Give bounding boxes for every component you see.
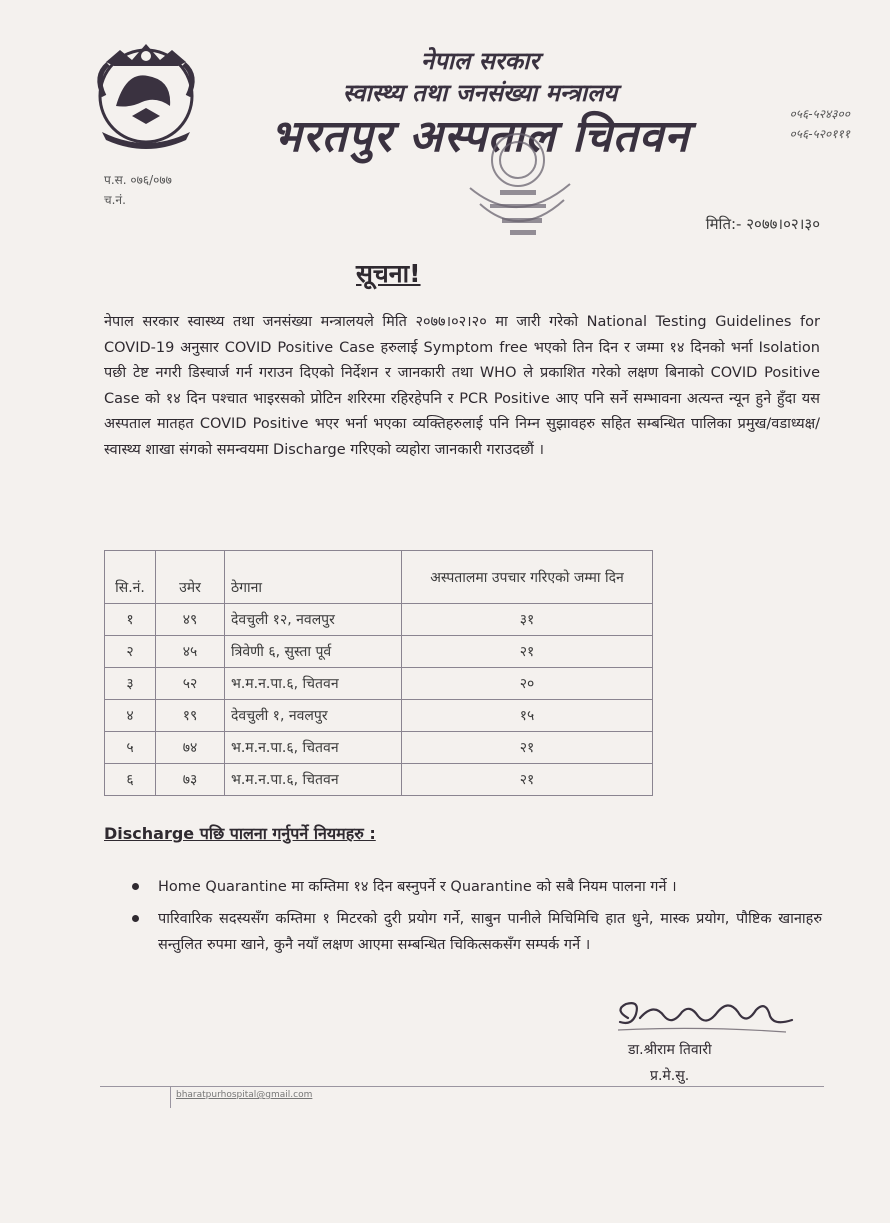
column-header-age: उमेर <box>156 551 225 604</box>
table-row <box>105 636 653 668</box>
cell-address: भ.म.न.पा.६, चितवन <box>225 668 402 700</box>
column-header-serial: सि.नं. <box>105 551 156 604</box>
rules-list <box>132 874 822 964</box>
bullet-icon <box>132 915 139 922</box>
cell-age: ५२ <box>156 668 225 700</box>
cell-age: ४५ <box>156 636 225 668</box>
table-row <box>105 764 653 796</box>
phone-number: ०५६-५२४३०० <box>789 107 850 121</box>
rule-text: Home Quarantine मा कम्तिमा १४ दिन बस्नुपर्ने र Quarantine को सबै नियम पालना गर्ने । <box>158 879 677 895</box>
cell-address: देवचुली १, नवलपुर <box>225 700 402 732</box>
cell-serial: ५ <box>105 732 156 764</box>
rules-heading: Discharge पछि पालना गर्नुपर्ने नियमहरु : <box>104 824 376 843</box>
phone-numbers <box>790 104 851 144</box>
government-name: नेपाल सरकार <box>420 47 540 75</box>
rule-text: पारिवारिक सदस्यसँग कम्तिमा १ मिटरको दुरी प्रयोग गर्ने, साबुन पानीले मिचिमिचि हात धुने, मास्क प्रयोग, पौष्टिक खानाहरु सन्तुलित रुपमा खाने, कुनै नयाँ लक्षण आएमा सम्बन्धित चिकित्सकसँग सम्पर्क गर्ने । <box>158 911 822 953</box>
cell-serial: ६ <box>105 764 156 796</box>
notice-date: मिति:- २०७७।०२।३० <box>705 215 820 233</box>
cell-days: १५ <box>402 700 653 732</box>
cell-days: २१ <box>402 636 653 668</box>
cell-serial: ३ <box>105 668 156 700</box>
table-row <box>105 700 653 732</box>
table-row <box>105 668 653 700</box>
cell-address: देवचुली १२, नवलपुर <box>225 604 402 636</box>
signatory-title: प्र.मे.सु. <box>650 1068 690 1084</box>
office-stamp-icon <box>440 118 600 248</box>
discharge-table <box>104 550 653 796</box>
dispatch-number: च.नं. <box>104 193 126 207</box>
cell-age: १९ <box>156 700 225 732</box>
reference-block <box>104 170 172 210</box>
phone-number: ०५६-५२०१११ <box>789 127 850 141</box>
cell-age: ७४ <box>156 732 225 764</box>
reference-number: प.स. ०७६/०७७ <box>104 173 172 187</box>
cell-age: ७३ <box>156 764 225 796</box>
cell-serial: ४ <box>105 700 156 732</box>
notice-title: सूचना! <box>356 259 421 288</box>
notice-body: नेपाल सरकार स्वास्थ्य तथा जनसंख्या मन्त्रालयले मिति २०७७।०२।२० मा जारी गरेको National Testing Guidelines for COVID-19 अनुसार COVID Positive Case हरुलाई Symptom free भएको तिन दिन र जम्मा १४ दिनको भर्ना Isolation पछी टेष्ट नगरी डिस्चार्ज गर्न गराउन दिएको निर्देशन र जानकारी तथा WHO ले प्रकाशित गरेको लक्षण बिनाको COVID Positive Case को १४ दिन पश्चात भाइरसको प्रोटिन शरिरमा रहिरहेपनि र PCR Positive आए पनि सर्ने सम्भावना अत्यन्त न्यून हुने हुँदा यस अस्पताल मातहत COVID Positive भएर भर्ना भएका व्यक्तिहरुलाई पनि निम्न सुझावहरु सहित सम्बन्धित पालिका प्रमुख/वडाध्यक्ष/स्वास्थ्य शाखा संगको समन्वयमा Discharge गरिएको व्यहोरा जानकारी गराउदछौं । <box>104 314 820 458</box>
cell-address: भ.म.न.पा.६, चितवन <box>225 764 402 796</box>
cell-serial: १ <box>105 604 156 636</box>
table-header-row <box>105 551 653 604</box>
cell-days: २१ <box>402 764 653 796</box>
signature-icon <box>610 996 800 1042</box>
cell-address: त्रिवेणी ६, सुस्ता पूर्व <box>225 636 402 668</box>
cell-address: भ.म.न.पा.६, चितवन <box>225 732 402 764</box>
footer-email: bharatpurhospital@gmail.com <box>176 1090 313 1100</box>
hospital-name: भरतपुर अस्पताल चितवन <box>270 111 690 162</box>
footer-divider <box>100 1086 824 1087</box>
cell-serial: २ <box>105 636 156 668</box>
bullet-icon <box>132 883 139 890</box>
footer-divider-tick <box>170 1086 171 1108</box>
cell-days: २१ <box>402 732 653 764</box>
cell-age: ४९ <box>156 604 225 636</box>
signatory-name: डा.श्रीराम तिवारी <box>628 1042 712 1058</box>
cell-days: २० <box>402 668 653 700</box>
cell-days: ३१ <box>402 604 653 636</box>
table-row <box>105 732 653 764</box>
nepal-emblem-icon <box>86 36 206 154</box>
column-header-address: ठेगाना <box>225 551 402 604</box>
ministry-name: स्वास्थ्य तथा जनसंख्या मन्त्रालय <box>342 79 618 107</box>
list-item <box>132 874 822 900</box>
table-row <box>105 604 653 636</box>
column-header-days: अस्पतालमा उपचार गरिएको जम्मा दिन <box>402 551 653 604</box>
list-item <box>132 906 822 958</box>
